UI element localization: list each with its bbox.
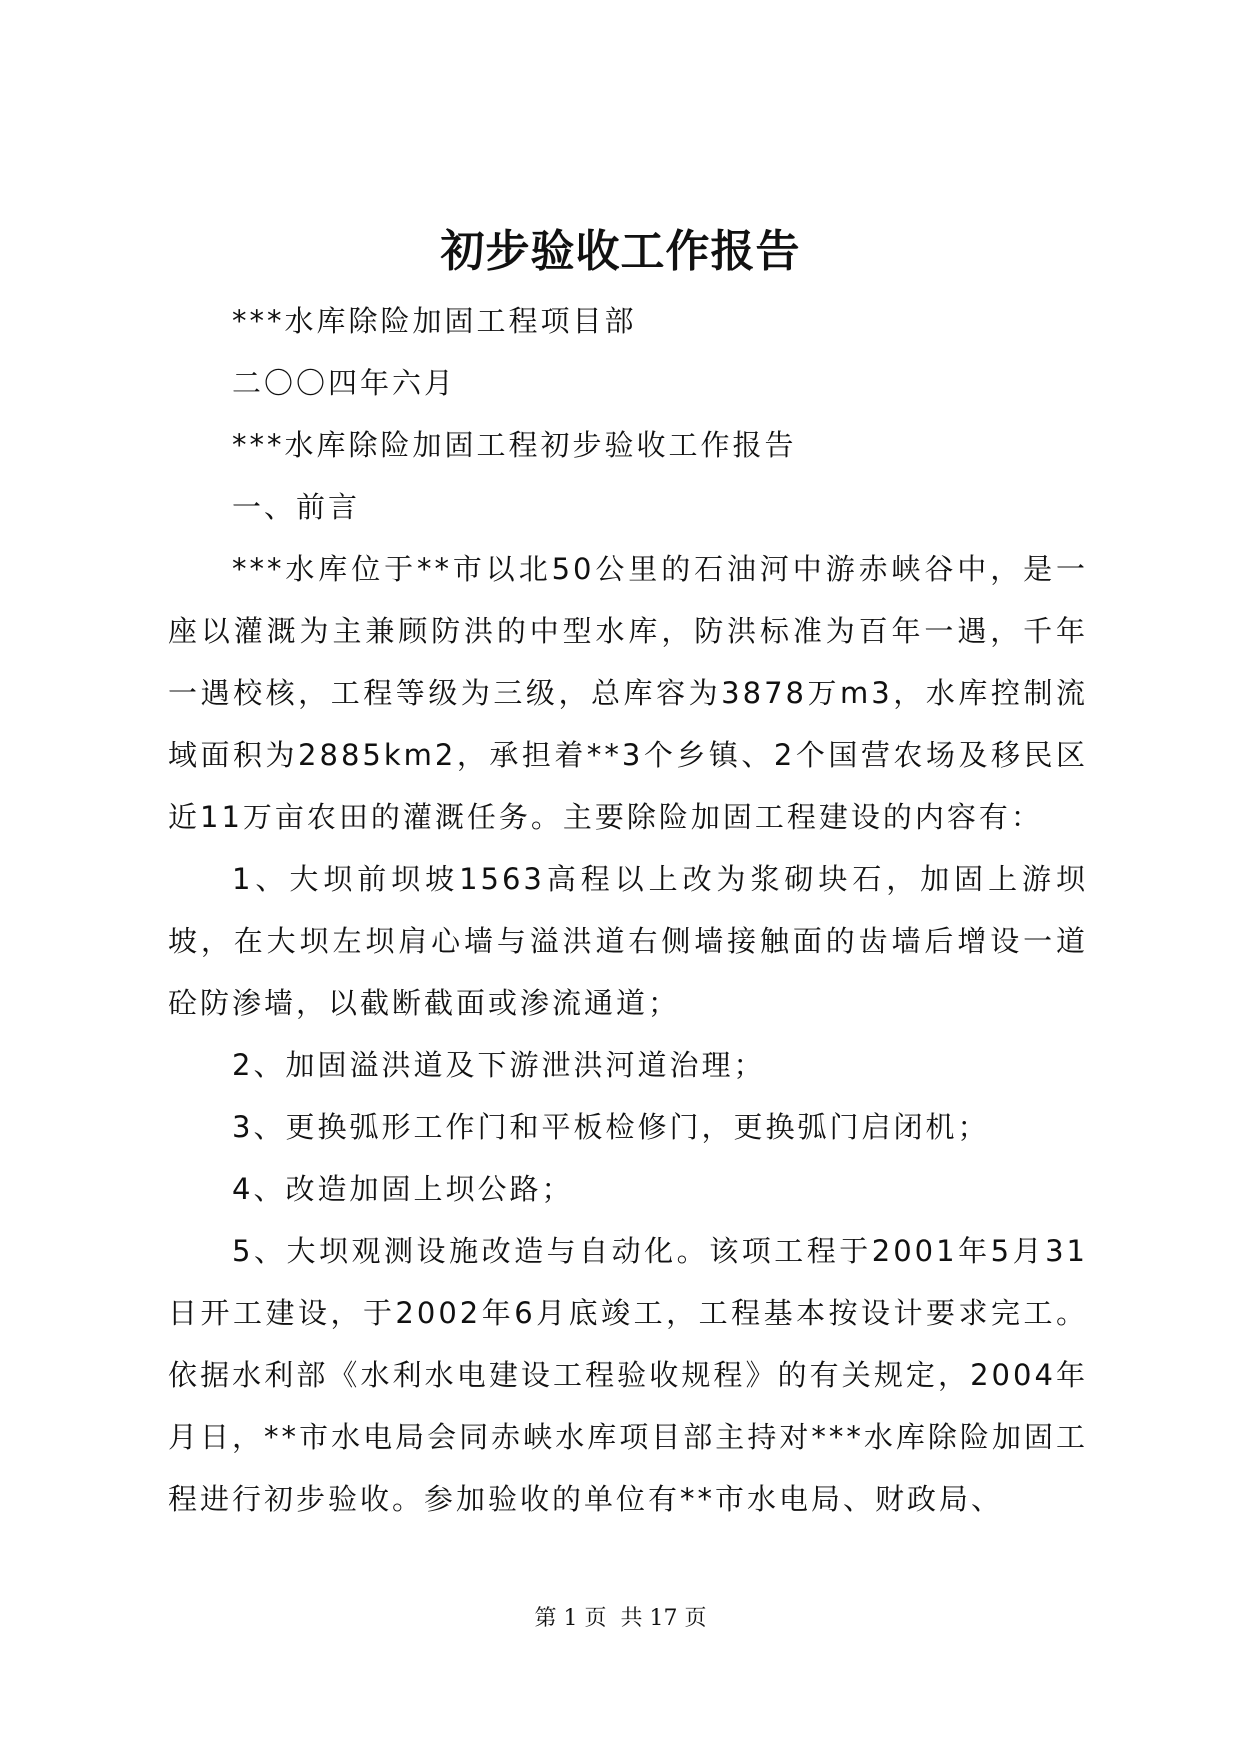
list-item-4: 4、改造加固上坝公路； [232, 1172, 574, 1206]
paragraph-date: 二〇〇四年六月 [232, 366, 457, 400]
paragraph-project-department: ***水库除险加固工程项目部 [232, 304, 637, 338]
section-heading-preface: 一、前言 [232, 490, 361, 524]
document-title: 初步验收工作报告 [440, 226, 801, 277]
list-item-5: 5、大坝观测设施改造与自动化。该项工程于2001年5月31日开工建设，于2002年6月底竣工，工程基本按设计要求完工。依据水利部《水利水电建设工程验收规程》的有关规定，2004年月日，**市水电局会同赤峡水库项目部主持对***水库除险加固工程进行初步验收。参加验收的单位有**市水电局、财政局、 [168, 1234, 1088, 1516]
list-item-3: 3、更换弧形工作门和平板检修门，更换弧门启闭机； [232, 1110, 990, 1144]
page-number: 第 1 页 共 17 页 [534, 1606, 707, 1631]
page-footer [0, 1604, 1241, 1634]
list-item-1: 1、大坝前坝坡1563高程以上改为浆砌块石，加固上游坝坡，在大坝左坝肩心墙与溢洪道右侧墙接触面的齿墙后增设一道砼防渗墙，以截断截面或渗流通道； [168, 862, 1088, 1020]
paragraph-reservoir-overview: ***水库位于**市以北50公里的石油河中游赤峡谷中，是一座以灌溉为主兼顾防洪的中型水库，防洪标准为百年一遇，千年一遇校核，工程等级为三级，总库容为3878万m3，水库控制流域面积为2885km2，承担着**3个乡镇、2个国营农场及移民区近11万亩农田的灌溉任务。主要除险加固工程建设的内容有： [168, 552, 1088, 834]
paragraph-report-heading: ***水库除险加固工程初步验收工作报告 [232, 428, 797, 462]
document-body [168, 290, 1088, 1530]
list-item-2: 2、加固溢洪道及下游泄洪河道治理； [232, 1048, 766, 1082]
